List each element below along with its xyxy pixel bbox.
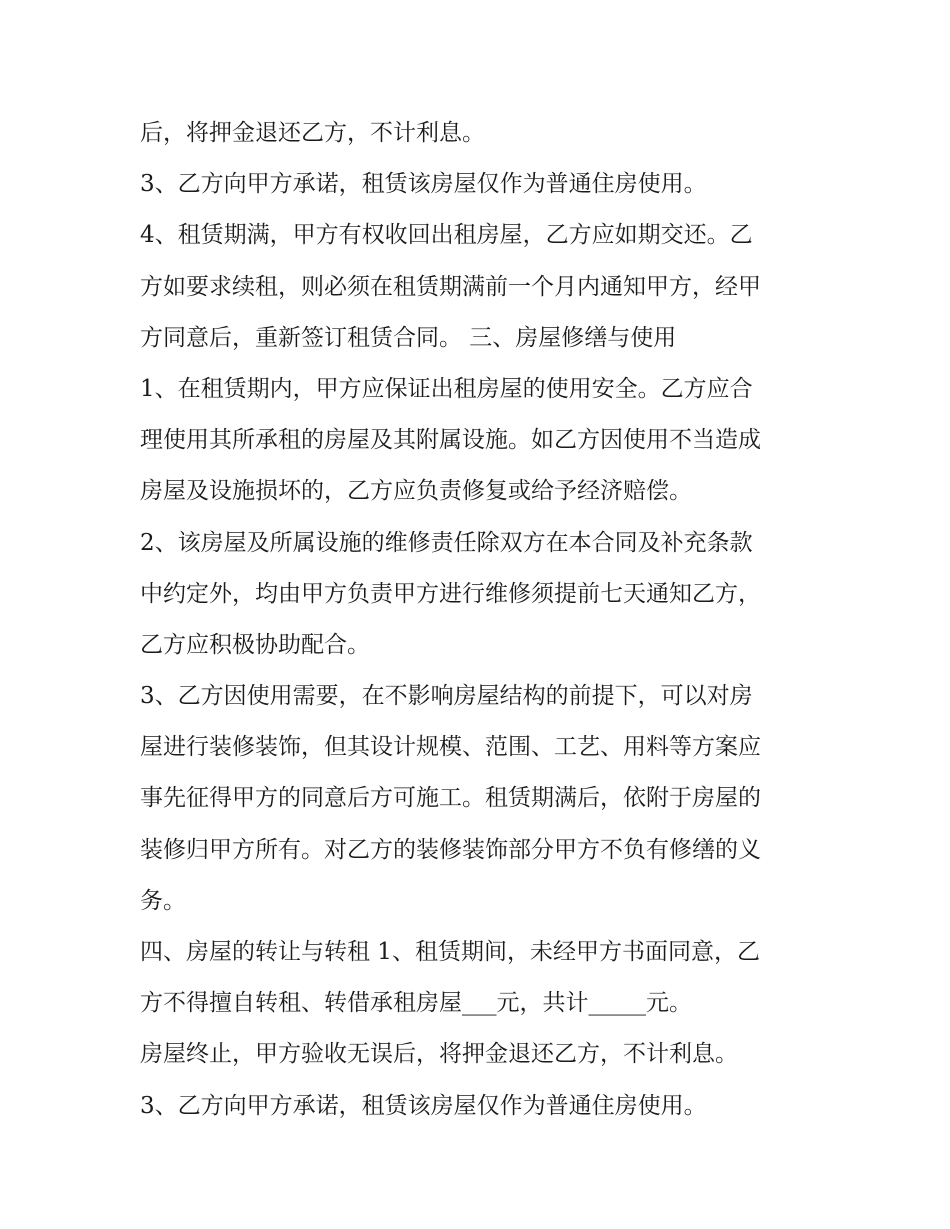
text-line: 方同意后，重新签订租赁合同。 三、房屋修缮与使用 — [140, 324, 677, 351]
text-line: 3、乙方因使用需要，在不影响房屋结构的前提下，可以对房 — [140, 683, 753, 710]
text-line: 装修归甲方所有。对乙方的装修装饰部分甲方不负有修缮的义 — [140, 836, 761, 863]
contract-text-body — [140, 108, 830, 1132]
text-line: 事先征得甲方的同意后方可施工。租赁期满后，依附于房屋的 — [140, 785, 761, 812]
text-line: 3、乙方向甲方承诺，租赁该房屋仅作为普通住房使用。 — [140, 171, 707, 198]
text-line: 房屋及设施损坏的，乙方应负责修复或给予经济赔偿。 — [140, 478, 692, 505]
text-line: 4、租赁期满，甲方有权收回出租房屋，乙方应如期交还。乙 — [140, 222, 753, 249]
text-line: 方如要求续租，则必须在租赁期满前一个月内通知甲方，经甲 — [140, 273, 761, 300]
text-line: 房屋终止，甲方验收无误后，将押金退还乙方，不计利息。 — [140, 1041, 738, 1068]
text-line: 后，将押金退还乙方，不计利息。 — [140, 120, 485, 146]
text-line: 1、在租赁期内，甲方应保证出租房屋的使用安全。乙方应合 — [140, 375, 753, 402]
text-line: 乙方应积极协助配合。 — [140, 631, 370, 658]
text-line: 屋进行装修装饰，但其设计规模、范围、工艺、用料等方案应 — [140, 734, 761, 761]
text-line: 务。 — [140, 887, 186, 914]
text-line: 方不得擅自转租、转借承租房屋___元，共计_____元。 — [140, 990, 692, 1017]
text-line: 四、房屋的转让与转租 1、租赁期间，未经甲方书面同意，乙 — [140, 939, 760, 965]
text-line: 中约定外，均由甲方负责甲方进行维修须提前七天通知乙方， — [140, 580, 761, 607]
text-line: 2、该房屋及所属设施的维修责任除双方在本合同及补充条款 — [140, 529, 753, 556]
text-line: 3、乙方向甲方承诺，租赁该房屋仅作为普通住房使用。 — [140, 1092, 707, 1119]
text-line: 理使用其所承租的房屋及其附属设施。如乙方因使用不当造成 — [140, 427, 761, 454]
